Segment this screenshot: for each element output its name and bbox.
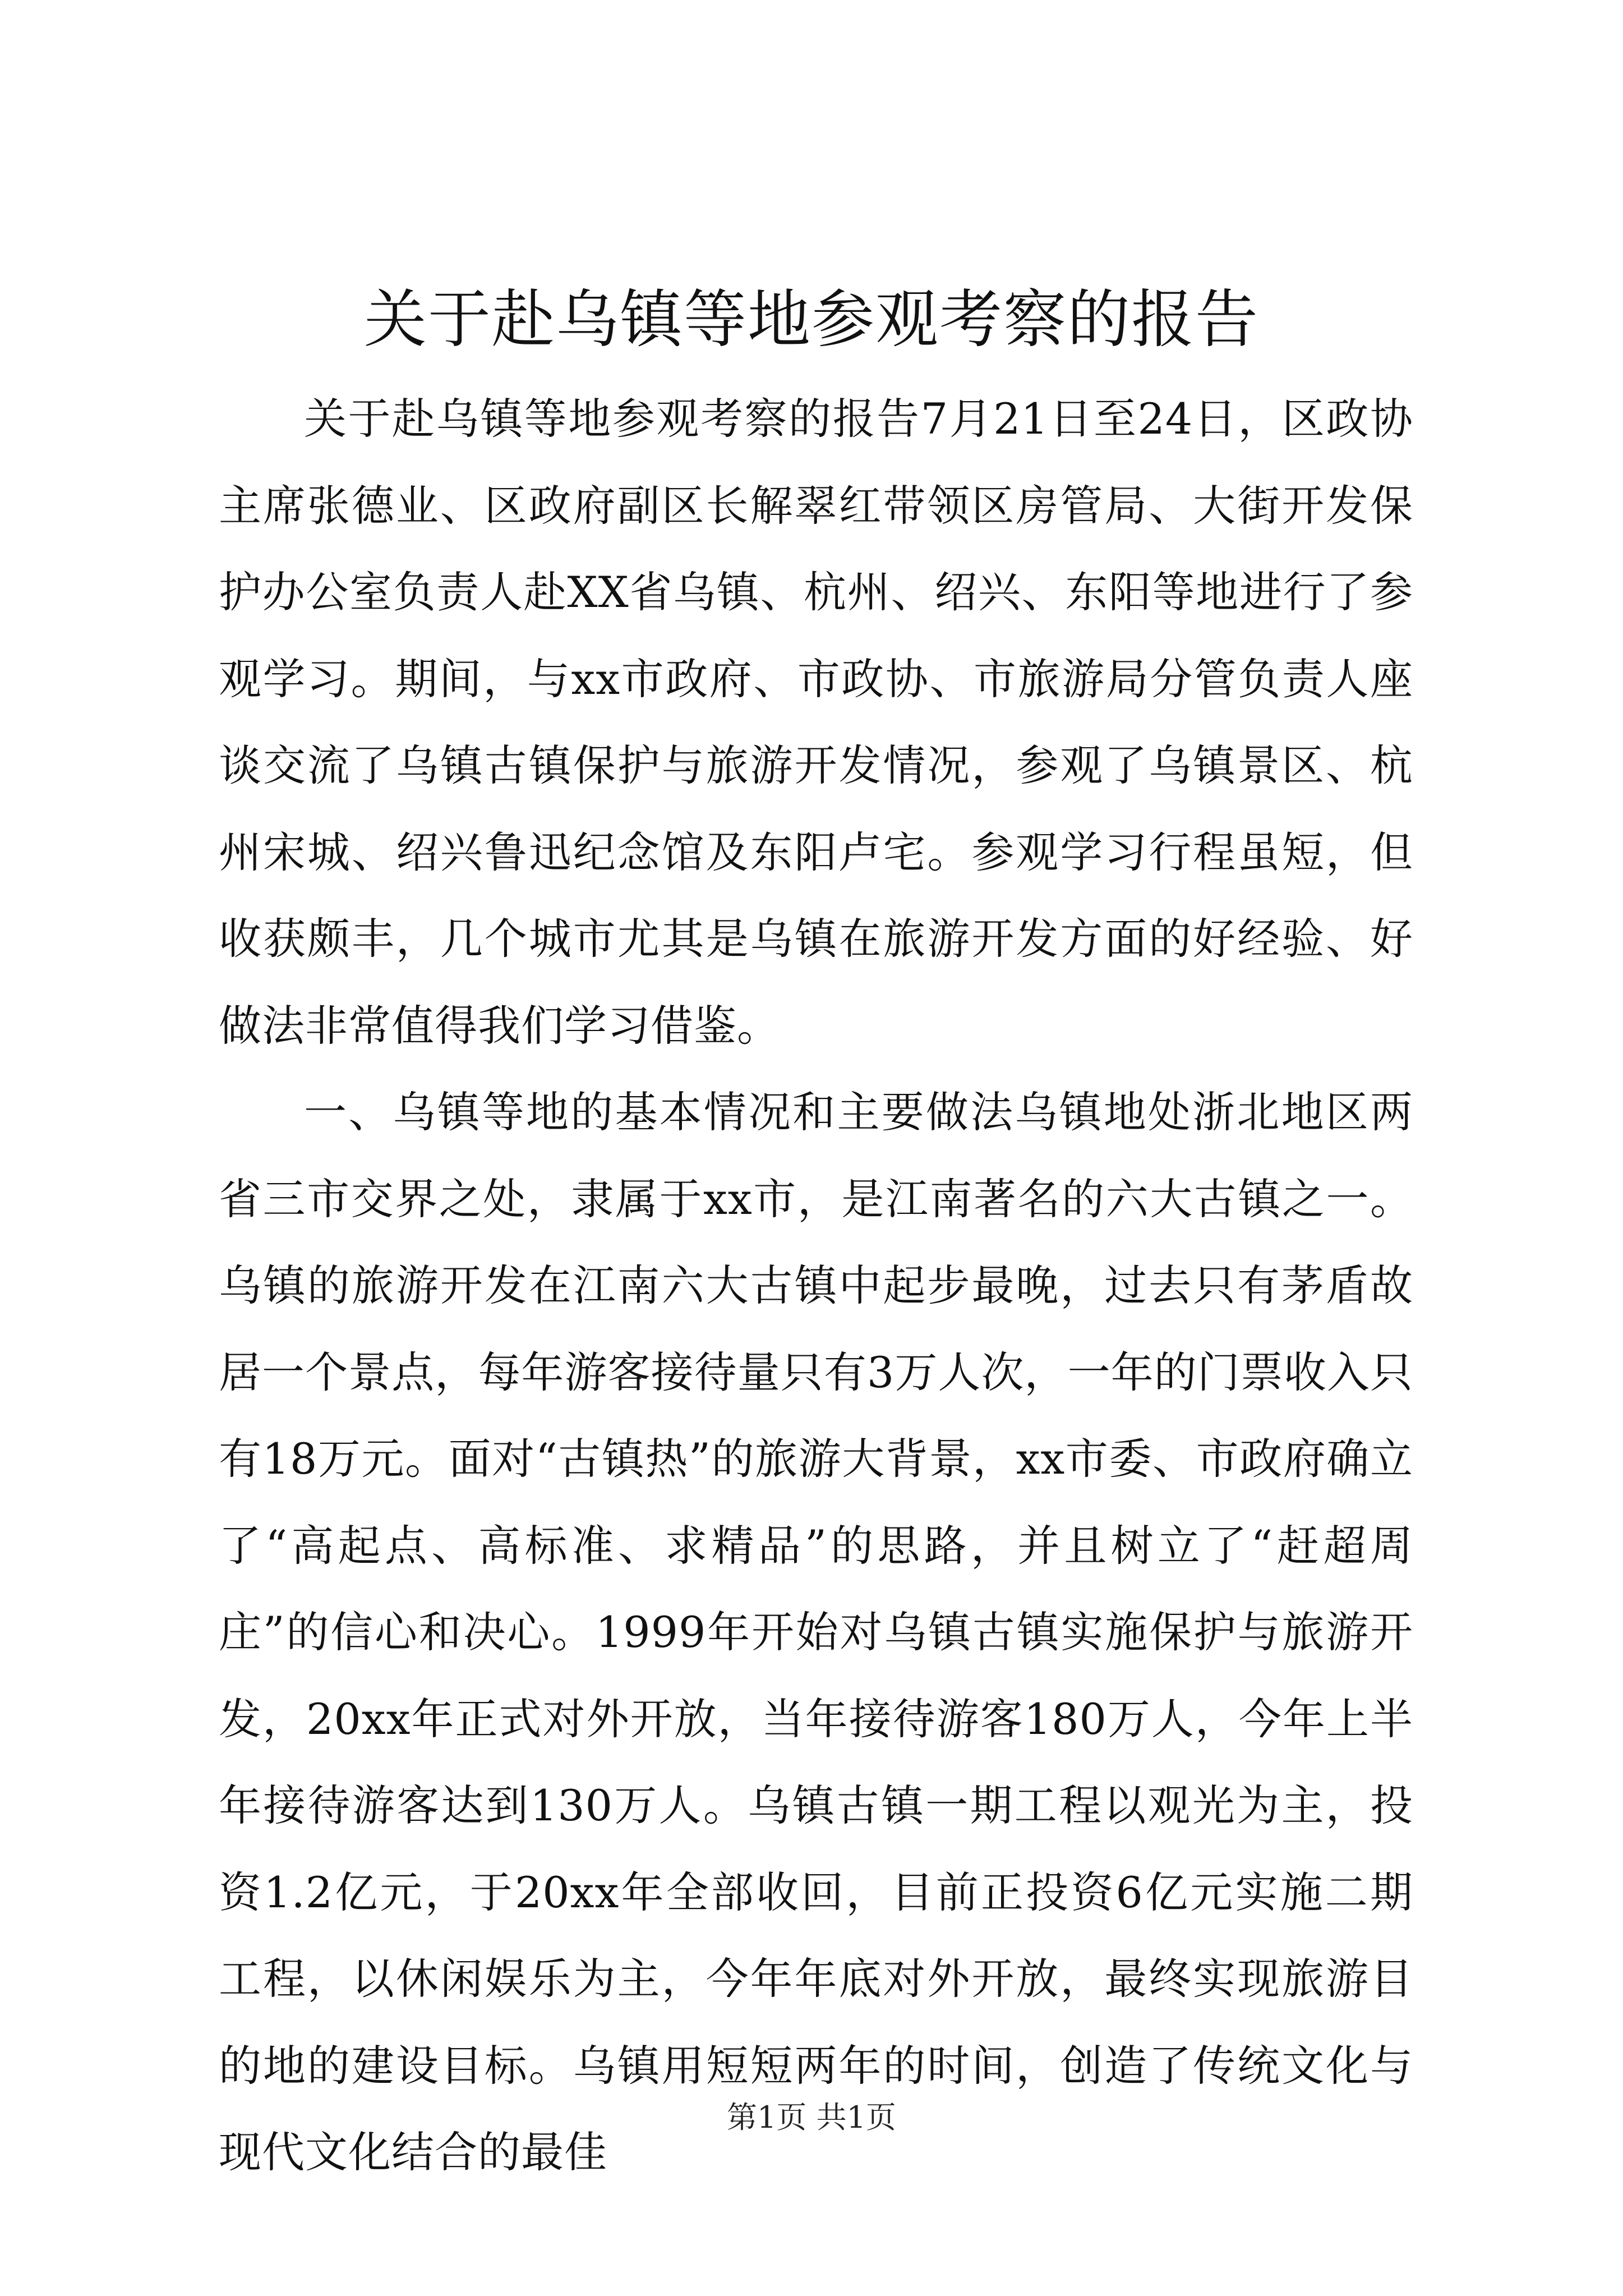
document-title: 关于赴乌镇等地参观考察的报告 [364, 283, 1259, 356]
page-footer: 第1页 共1页 [727, 2100, 896, 2135]
paragraph-section-one: 一、乌镇等地的基本情况和主要做法乌镇地处浙北地区两省三市交界之处，隶属于xx市，是江南著名的六大古镇之一。乌镇的旅游开发在江南六大古镇中起步最晚，过去只有茅盾故居一个景点，每年游客接待量只有3万人次，一年的门票收入只有18万元。面对“古镇热”的旅游大背景，xx市委、市政府确立了“高起点、高标准、求精品”的思路，并且树立了“赶超周庄”的信心和决心。1999年开始对乌镇古镇实施保护与旅游开发，20xx年正式对外开放，当年接待游客180万人，今年上半年接待游客达到130万人。乌镇古镇一期工程以观光为主，投资1.2亿元，于20xx年全部收回，目前正投资6亿元实施二期工程，以休闲娱乐为主，今年年底对外开放，最终实现旅游目的地的建设目标。乌镇用短短两年的时间，创造了传统文化与现代文化结合的最佳 [219, 1087, 1413, 2177]
paragraph-intro: 关于赴乌镇等地参观考察的报告7月21日至24日，区政协主席张德业、区政府副区长解翠红带领区房管局、大街开发保护办公室负责人赴XX省乌镇、杭州、绍兴、东阳等地进行了参观学习。期间，与xx市政府、市政协、市旅游局分管负责人座谈交流了乌镇古镇保护与旅游开发情况，参观了乌镇景区、杭州宋城、绍兴鲁迅纪念馆及东阳卢宅。参观学习行程虽短，但收获颇丰，几个城市尤其是乌镇在旅游开发方面的好经验、好做法非常值得我们学习借鉴。 [219, 394, 1413, 1051]
document-body [219, 376, 1413, 2196]
